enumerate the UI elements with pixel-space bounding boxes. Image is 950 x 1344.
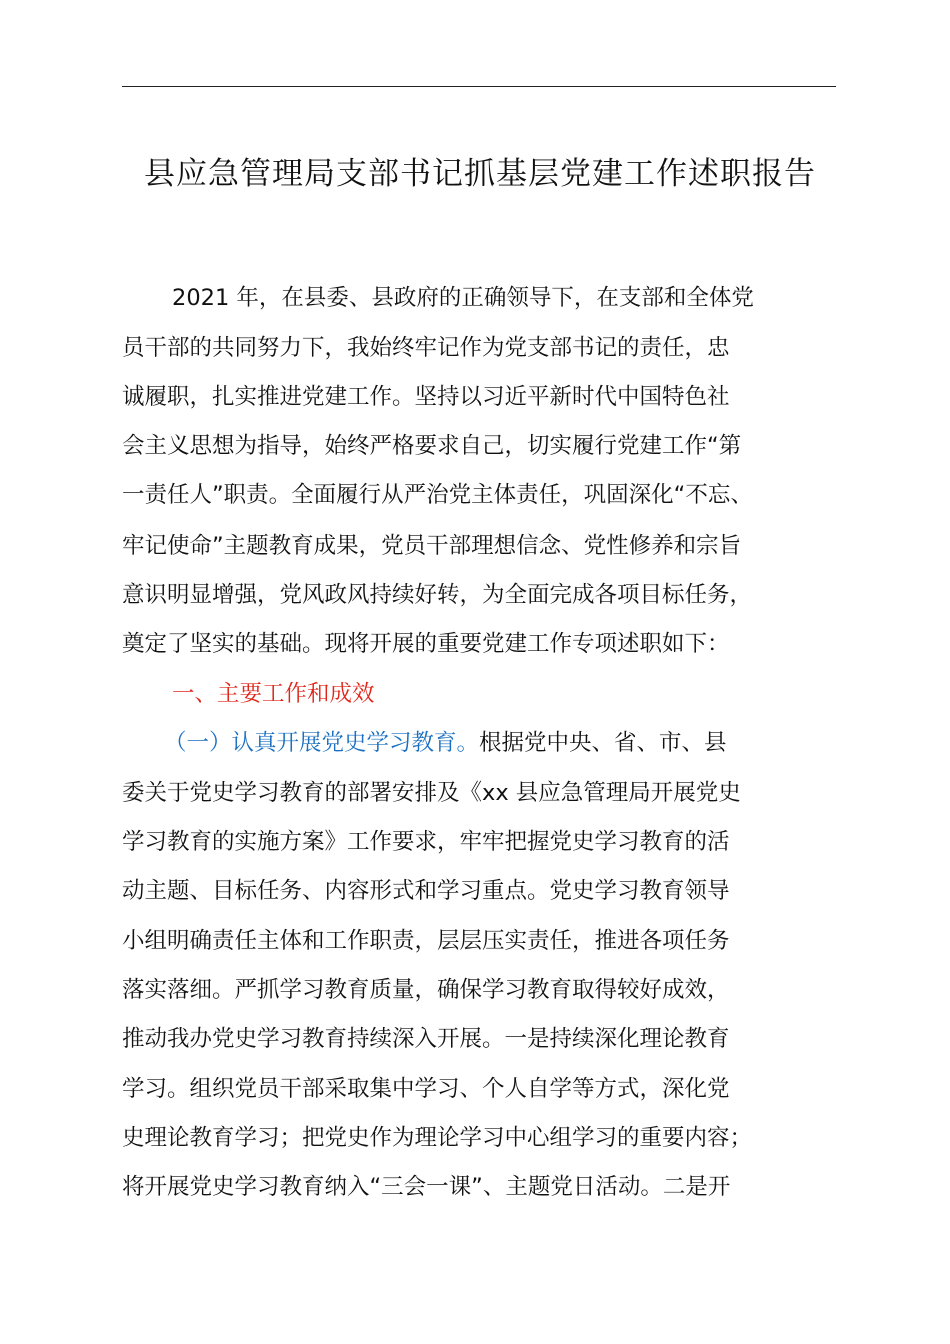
subheading-line bbox=[164, 719, 727, 767]
paragraph-line: 小组明确责任主体和工作职责，层层压实责任，推进各项任务 bbox=[122, 928, 730, 954]
subheading: （一）认真开展党史学习教育。 bbox=[164, 730, 480, 756]
paragraph-line: 委关于党史学习教育的部署安排及《xx 县应急管理局开展党史 bbox=[122, 780, 741, 806]
paragraph-line: 会主义思想为指导，始终严格要求自己，切实履行党建工作“第 bbox=[122, 433, 742, 459]
paragraph-line: 意识明显增强，党风政风持续好转，为全面完成各项目标任务， bbox=[122, 582, 753, 608]
paragraph-line: 动主题、目标任务、内容形式和学习重点。党史学习教育领导 bbox=[122, 878, 730, 904]
paragraph-line: 诚履职，扎实推进党建工作。坚持以习近平新时代中国特色社 bbox=[122, 384, 730, 410]
paragraph-line: 员干部的共同努力下，我始终牢记作为党支部书记的责任，忠 bbox=[122, 335, 730, 361]
document-title: 县应急管理局支部书记抓基层党建工作述职报告 bbox=[144, 156, 816, 192]
paragraph-line: 2021 年，在县委、县政府的正确领导下，在支部和全体党 bbox=[172, 285, 754, 311]
paragraph-line: 奠定了坚实的基础。现将开展的重要党建工作专项述职如下： bbox=[122, 631, 730, 657]
paragraph-line: 史理论教育学习；把党史作为理论学习中心组学习的重要内容； bbox=[122, 1125, 753, 1151]
header-rule bbox=[122, 86, 836, 87]
paragraph-line: 落实落细。严抓学习教育质量，确保学习教育取得较好成效， bbox=[122, 977, 730, 1003]
paragraph-line: 推动我办党史学习教育持续深入开展。一是持续深化理论教育 bbox=[122, 1026, 730, 1052]
paragraph-line: 学习教育的实施方案》工作要求，牢牢把握党史学习教育的活 bbox=[122, 829, 730, 855]
paragraph-line: 牢记使命”主题教育成果，党员干部理想信念、党性修养和宗旨 bbox=[122, 533, 742, 559]
section-heading: 一、主要工作和成效 bbox=[172, 681, 375, 707]
paragraph-line: 将开展党史学习教育纳入“三会一课”、主题党日活动。二是开 bbox=[122, 1174, 731, 1200]
paragraph-line: 学习。组织党员干部采取集中学习、个人自学等方式，深化党 bbox=[122, 1076, 730, 1102]
subheading-rest: 根据党中央、省、市、县 bbox=[479, 730, 727, 756]
paragraph-line: 一责任人”职责。全面履行从严治党主体责任，巩固深化“不忘、 bbox=[122, 482, 753, 508]
